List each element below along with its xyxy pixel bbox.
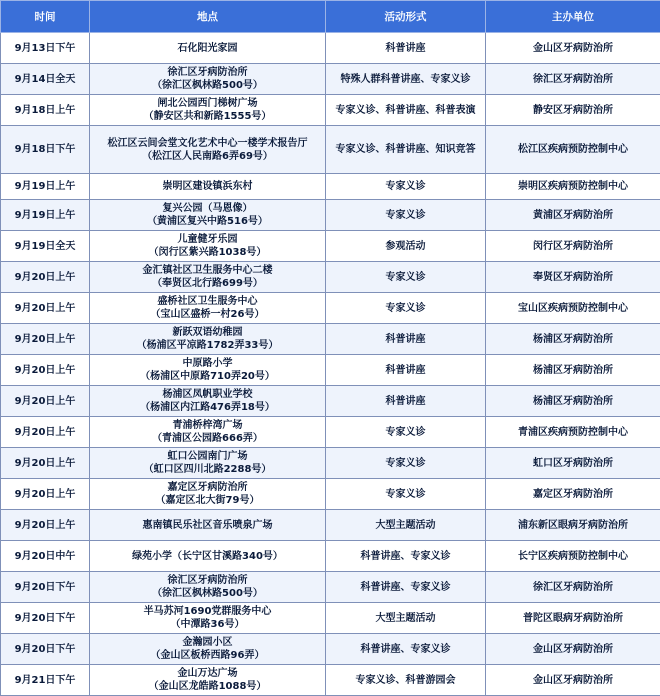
- header-organizer: 主办单位: [486, 1, 660, 33]
- place-address: （徐汇区枫林路500号）: [92, 587, 323, 600]
- place-address: （中潭路36号）: [92, 618, 323, 631]
- cell-activity: 特殊人群科普讲座、专家义诊: [326, 64, 486, 95]
- table-row: [1, 572, 660, 603]
- place-address: （松江区人民南路6弄69号）: [92, 150, 323, 163]
- cell-activity: 专家义诊、科普游园会: [326, 665, 486, 696]
- cell-organizer: 崇明区疾病预防控制中心: [486, 174, 660, 200]
- cell-time: 9月19日全天: [1, 231, 90, 262]
- cell-activity: 参观活动: [326, 231, 486, 262]
- table-row: [1, 174, 660, 200]
- cell-activity: 科普讲座: [326, 355, 486, 386]
- cell-activity: 专家义诊: [326, 262, 486, 293]
- table-row: [1, 634, 660, 665]
- place-address: （杨浦区中原路710弄20号）: [92, 370, 323, 383]
- cell-place: [90, 293, 326, 324]
- place-name: 金汇镇社区卫生服务中心二楼: [92, 264, 323, 277]
- place-name: 徐汇区牙病防治所: [92, 66, 323, 79]
- place-name: 儿童健牙乐园: [92, 233, 323, 246]
- cell-organizer: 金山区牙病防治所: [486, 33, 660, 64]
- cell-organizer: 黄浦区牙病防治所: [486, 200, 660, 231]
- cell-time: 9月18日下午: [1, 126, 90, 174]
- cell-organizer: 青浦区疾病预防控制中心: [486, 417, 660, 448]
- cell-time: 9月21日下午: [1, 665, 90, 696]
- cell-time: 9月20日中午: [1, 541, 90, 572]
- cell-organizer: 杨浦区牙病防治所: [486, 355, 660, 386]
- place-name: 半马苏河1690党群服务中心: [92, 605, 323, 618]
- place-address: （杨浦区内江路476弄18号）: [92, 401, 323, 414]
- place-address: （静安区共和新路1555号）: [92, 110, 323, 123]
- cell-activity: 科普讲座、专家义诊: [326, 634, 486, 665]
- place-address: （黄浦区复兴中路516号）: [92, 215, 323, 228]
- cell-organizer: 奉贤区牙病防治所: [486, 262, 660, 293]
- cell-time: 9月20日上午: [1, 417, 90, 448]
- cell-activity: 科普讲座、专家义诊: [326, 572, 486, 603]
- cell-time: 9月20日上午: [1, 479, 90, 510]
- cell-time: 9月20日上午: [1, 386, 90, 417]
- cell-organizer: 宝山区疾病预防控制中心: [486, 293, 660, 324]
- place-name: 崇明区建设镇浜东村: [92, 180, 323, 193]
- place-address: （杨浦区平凉路1782弄33号）: [92, 339, 323, 352]
- cell-organizer: 徐汇区牙病防治所: [486, 64, 660, 95]
- cell-organizer: 普陀区眼病牙病防治所: [486, 603, 660, 634]
- place-name: 盛桥社区卫生服务中心: [92, 295, 323, 308]
- place-address: （徐汇区枫林路500号）: [92, 79, 323, 92]
- cell-organizer: 金山区牙病防治所: [486, 665, 660, 696]
- cell-activity: 科普讲座: [326, 33, 486, 64]
- cell-organizer: 杨浦区牙病防治所: [486, 324, 660, 355]
- cell-time: 9月20日下午: [1, 572, 90, 603]
- cell-place: [90, 262, 326, 293]
- place-name: 中原路小学: [92, 357, 323, 370]
- cell-organizer: 虹口区牙病防治所: [486, 448, 660, 479]
- table-row: [1, 126, 660, 174]
- place-name: 石化阳光家园: [92, 42, 323, 55]
- cell-organizer: 徐汇区牙病防治所: [486, 572, 660, 603]
- cell-activity: 科普讲座: [326, 324, 486, 355]
- place-address: （虹口区四川北路2288号）: [92, 463, 323, 476]
- table-row: [1, 665, 660, 696]
- place-address: （金山区板桥西路96弄）: [92, 649, 323, 662]
- cell-place: [90, 665, 326, 696]
- cell-activity: 科普讲座、专家义诊: [326, 541, 486, 572]
- header-row: [1, 1, 660, 33]
- cell-organizer: 松江区疾病预防控制中心: [486, 126, 660, 174]
- table-row: [1, 324, 660, 355]
- header-time: 时间: [1, 1, 90, 33]
- cell-time: 9月20日上午: [1, 510, 90, 541]
- table-row: [1, 541, 660, 572]
- cell-time: 9月20日下午: [1, 634, 90, 665]
- cell-organizer: 静安区牙病防治所: [486, 95, 660, 126]
- cell-time: 9月20日下午: [1, 603, 90, 634]
- header-activity: 活动形式: [326, 1, 486, 33]
- place-name: 松江区云间会堂文化艺术中心一楼学术报告厅: [92, 137, 323, 150]
- table-row: [1, 200, 660, 231]
- cell-time: 9月14日全天: [1, 64, 90, 95]
- cell-place: [90, 200, 326, 231]
- place-address: （闵行区紫兴路1038号）: [92, 246, 323, 259]
- cell-time: 9月20日上午: [1, 448, 90, 479]
- table-row: [1, 64, 660, 95]
- cell-place: [90, 603, 326, 634]
- place-address: （青浦区公园路666弄）: [92, 432, 323, 445]
- place-name: 金山万达广场: [92, 667, 323, 680]
- cell-place: [90, 324, 326, 355]
- cell-activity: 专家义诊: [326, 293, 486, 324]
- table-row: [1, 355, 660, 386]
- cell-place: [90, 541, 326, 572]
- table-row: [1, 386, 660, 417]
- cell-activity: 科普讲座: [326, 386, 486, 417]
- header-place: 地点: [90, 1, 326, 33]
- cell-time: 9月13日下午: [1, 33, 90, 64]
- table-row: [1, 231, 660, 262]
- table-row: [1, 417, 660, 448]
- place-address: （金山区龙皓路1088号）: [92, 680, 323, 693]
- cell-time: 9月19日上午: [1, 200, 90, 231]
- place-address: （嘉定区北大街79号）: [92, 494, 323, 507]
- cell-time: 9月18日上午: [1, 95, 90, 126]
- cell-time: 9月20日上午: [1, 293, 90, 324]
- table-row: [1, 510, 660, 541]
- place-name: 嘉定区牙病防治所: [92, 481, 323, 494]
- cell-activity: 专家义诊、科普讲座、知识竞答: [326, 126, 486, 174]
- cell-place: [90, 126, 326, 174]
- table-row: [1, 95, 660, 126]
- cell-time: 9月20日上午: [1, 355, 90, 386]
- cell-activity: 专家义诊、科普讲座、科普表演: [326, 95, 486, 126]
- cell-place: [90, 64, 326, 95]
- cell-place: [90, 95, 326, 126]
- cell-organizer: 金山区牙病防治所: [486, 634, 660, 665]
- cell-time: 9月20日上午: [1, 262, 90, 293]
- cell-time: 9月20日上午: [1, 324, 90, 355]
- place-name: 杨浦区凤帆职业学校: [92, 388, 323, 401]
- cell-organizer: 嘉定区牙病防治所: [486, 479, 660, 510]
- cell-activity: 专家义诊: [326, 448, 486, 479]
- cell-activity: 大型主题活动: [326, 510, 486, 541]
- place-name: 徐汇区牙病防治所: [92, 574, 323, 587]
- cell-place: [90, 355, 326, 386]
- cell-organizer: 浦东新区眼病牙病防治所: [486, 510, 660, 541]
- place-name: 金瀚园小区: [92, 636, 323, 649]
- place-address: （宝山区盛桥一村26号）: [92, 308, 323, 321]
- cell-place: [90, 174, 326, 200]
- table-row: [1, 33, 660, 64]
- cell-place: [90, 448, 326, 479]
- cell-activity: 大型主题活动: [326, 603, 486, 634]
- cell-time: 9月19日上午: [1, 174, 90, 200]
- cell-place: [90, 386, 326, 417]
- cell-place: [90, 417, 326, 448]
- table-row: [1, 293, 660, 324]
- cell-organizer: 长宁区疾病预防控制中心: [486, 541, 660, 572]
- cell-place: [90, 634, 326, 665]
- place-name: 绿苑小学（长宁区甘溪路340号）: [92, 550, 323, 563]
- cell-place: [90, 231, 326, 262]
- table-row: [1, 479, 660, 510]
- cell-activity: 专家义诊: [326, 417, 486, 448]
- cell-organizer: 杨浦区牙病防治所: [486, 386, 660, 417]
- cell-place: [90, 572, 326, 603]
- cell-activity: 专家义诊: [326, 174, 486, 200]
- table-row: [1, 603, 660, 634]
- place-address: （奉贤区北行路699号）: [92, 277, 323, 290]
- place-name: 闸北公园西门梯树广场: [92, 97, 323, 110]
- cell-place: [90, 33, 326, 64]
- cell-place: [90, 479, 326, 510]
- table-body: [1, 33, 660, 696]
- place-name: 青浦桥梓湾广场: [92, 419, 323, 432]
- cell-place: [90, 510, 326, 541]
- table-row: [1, 448, 660, 479]
- cell-activity: 专家义诊: [326, 479, 486, 510]
- cell-activity: 专家义诊: [326, 200, 486, 231]
- table-row: [1, 262, 660, 293]
- place-name: 惠南镇民乐社区音乐喷泉广场: [92, 519, 323, 532]
- place-name: 新跃双语幼稚园: [92, 326, 323, 339]
- place-name: 复兴公园（马恩像）: [92, 202, 323, 215]
- cell-organizer: 闵行区牙病防治所: [486, 231, 660, 262]
- place-name: 虹口公园南门广场: [92, 450, 323, 463]
